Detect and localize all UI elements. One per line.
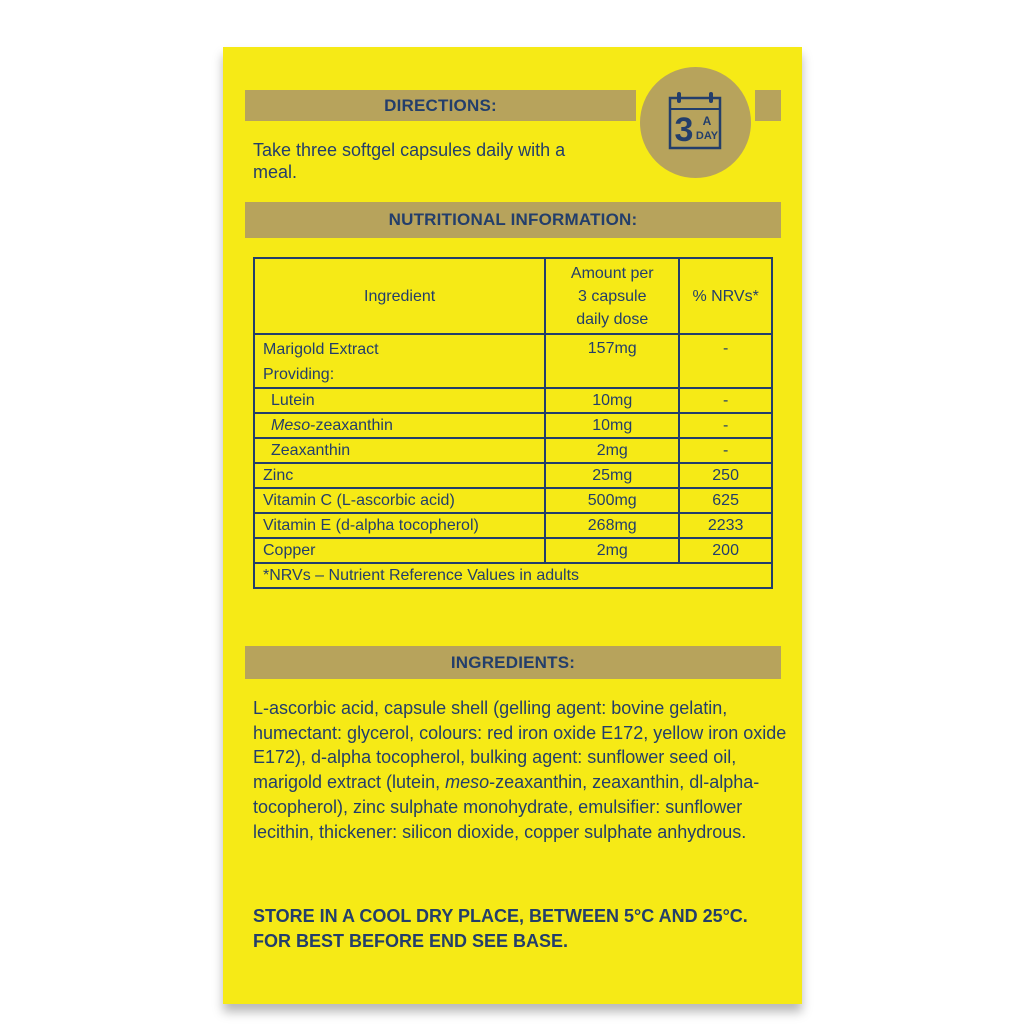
header-amount-line2: 3 capsule	[578, 287, 647, 305]
cell-amount: 10mg	[545, 413, 679, 438]
table-footnote: *NRVs – Nutrient Reference Values in adults	[254, 563, 772, 588]
ingredient-rest: -zeaxanthin	[310, 417, 393, 434]
header-amount	[545, 258, 679, 334]
cell-amount: 2mg	[545, 438, 679, 463]
storage-text: STORE IN A COOL DRY PLACE, BETWEEN 5°C AND 25°C. FOR BEST BEFORE END SEE BASE.	[253, 906, 748, 951]
ingredients-text-part1: L-ascorbic acid, capsule shell (gelling agent: bovine gelatin, humectant: glycerol, colours: red iron oxide E172, yellow iron oxide E172), d-alpha tocopherol, bulking agent: sunflower seed oil, marigold extract (lutein,	[253, 698, 787, 793]
table-row	[254, 438, 772, 463]
cell-ingredient	[254, 413, 545, 438]
table-row	[254, 334, 772, 388]
calendar-icon	[640, 67, 751, 178]
cell-ingredient	[254, 334, 545, 388]
nutrition-heading: NUTRITIONAL INFORMATION:	[245, 202, 781, 238]
directions-heading-band-end	[755, 90, 781, 121]
cell-nrv: -	[679, 388, 772, 413]
badge-word-day: DAY	[695, 130, 719, 142]
cell-nrv: 2233	[679, 513, 772, 538]
ingredient-providing: Providing:	[263, 366, 335, 383]
table-footnote-row	[254, 563, 772, 588]
ingredients-text-part2: -zeaxanthin, zeaxanthin, dl-alpha-tocopherol), zinc sulphate monohydrate, emulsifier: sunflower lecithin, thickener: silicon dioxide, copper sulphate anhydrous.	[253, 772, 760, 842]
header-nrv: % NRVs*	[679, 258, 772, 334]
cell-amount: 157mg	[545, 334, 679, 388]
ingredient-marigold: Marigold Extract	[263, 341, 379, 358]
table-row	[254, 513, 772, 538]
cell-ingredient: Vitamin C (L-ascorbic acid)	[254, 488, 545, 513]
ingredients-text	[253, 696, 793, 844]
cell-amount: 500mg	[545, 488, 679, 513]
cell-nrv: 250	[679, 463, 772, 488]
table-row	[254, 488, 772, 513]
cell-nrv: 625	[679, 488, 772, 513]
three-a-day-badge	[636, 63, 755, 182]
directions-heading: DIRECTIONS:	[245, 90, 636, 121]
cell-nrv: -	[679, 438, 772, 463]
table-row	[254, 463, 772, 488]
table-header-row	[254, 258, 772, 334]
cell-nrv: -	[679, 334, 772, 388]
directions-text: Take three softgel capsules daily with a meal.	[253, 140, 566, 182]
cell-amount: 25mg	[545, 463, 679, 488]
badge-word-a: A	[702, 114, 712, 128]
cell-ingredient: Zinc	[254, 463, 545, 488]
ingredient-italic-prefix: Meso	[271, 417, 311, 434]
header-amount-line3: daily dose	[576, 310, 649, 328]
label-panel	[223, 47, 802, 1004]
cell-amount: 268mg	[545, 513, 679, 538]
table-row	[254, 413, 772, 438]
cell-nrv: -	[679, 413, 772, 438]
header-amount-line1: Amount per	[570, 264, 654, 282]
ingredients-text-italic: meso	[445, 772, 490, 793]
badge-number: 3	[674, 111, 694, 149]
cell-ingredient: Copper	[254, 538, 545, 563]
table-row	[254, 538, 772, 563]
cell-amount: 10mg	[545, 388, 679, 413]
table-row	[254, 388, 772, 413]
cell-ingredient: Zeaxanthin	[254, 438, 545, 463]
cell-ingredient: Vitamin E (d-alpha tocopherol)	[254, 513, 545, 538]
nutrition-table	[253, 257, 773, 589]
cell-ingredient: Lutein	[254, 388, 545, 413]
ingredients-heading: INGREDIENTS:	[245, 646, 781, 679]
header-ingredient: Ingredient	[254, 258, 545, 334]
cell-amount: 2mg	[545, 538, 679, 563]
cell-nrv: 200	[679, 538, 772, 563]
